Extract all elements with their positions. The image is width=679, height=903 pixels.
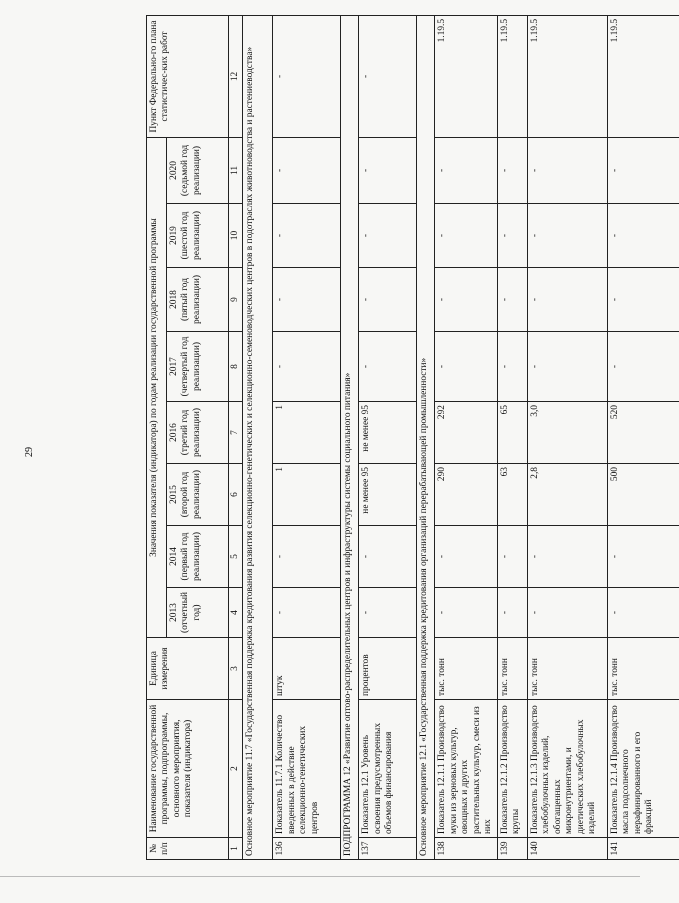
- value-2017: -: [359, 332, 417, 402]
- value-2013: -: [273, 588, 341, 638]
- unit-cell: тыс. тонн: [607, 638, 679, 700]
- unit-cell: тыс. тонн: [497, 638, 527, 700]
- colnum: 3: [229, 638, 243, 700]
- colnum: 1: [229, 838, 243, 860]
- header-no: № п/п: [147, 838, 229, 860]
- value-2014: -: [435, 526, 497, 588]
- header-year-2020: 2020 (седьмой год реализации): [167, 137, 229, 203]
- header-year-2019: 2019 (шестой год реализации): [167, 204, 229, 268]
- value-2013: -: [607, 588, 679, 638]
- value-2015: 2,8: [527, 464, 607, 526]
- rotated-table-wrapper: [146, 18, 655, 860]
- federal-plan-cell: 1.19.5: [435, 15, 497, 137]
- federal-plan-cell: 1.19.5: [497, 15, 527, 137]
- value-2018: -: [527, 268, 607, 332]
- colnum: 10: [229, 204, 243, 268]
- header-values-group: Значения показателя (индикатора) по годам реализации государственной программы: [147, 137, 167, 637]
- colnum: 9: [229, 268, 243, 332]
- colnum: 12: [229, 15, 243, 137]
- indicator-name: Показатель 11.7.1 Количество введенных в действие селекционно-генетических центров: [273, 700, 341, 838]
- colnum: 11: [229, 137, 243, 203]
- federal-plan-cell: 1.19.5: [527, 15, 607, 137]
- value-2020: -: [359, 137, 417, 203]
- value-2017: -: [497, 332, 527, 402]
- section-11-7: Основное мероприятие 11.7 «Государственная поддержка кредитования развития селекционно-генетических и селекционно-семеноводческих центров в подотраслях животноводства и растениеводства»: [243, 15, 273, 859]
- indicator-name: Показатель 12.1 Уровень освоения предусмотренных объемов финансирования: [359, 700, 417, 838]
- value-2019: -: [497, 204, 527, 268]
- header-year-2017: 2017 (четвертый год реализации): [167, 332, 229, 402]
- value-2016: 65: [497, 402, 527, 464]
- colnum: 2: [229, 700, 243, 838]
- federal-plan-cell: 1.19.5: [607, 15, 679, 137]
- colnum: 6: [229, 464, 243, 526]
- column-numbers-row: [229, 15, 243, 859]
- value-2018: -: [497, 268, 527, 332]
- value-2016: не менее 95: [359, 402, 417, 464]
- value-2019: -: [607, 204, 679, 268]
- value-2013: -: [527, 588, 607, 638]
- header-year-2016: 2016 (третий год реализации): [167, 402, 229, 464]
- indicator-name: Показатель 12.1.4 Производство масла подсолнечного нерафинированного и его фракций: [607, 700, 679, 838]
- row-number: 138: [435, 838, 497, 860]
- table-row: [497, 15, 527, 859]
- value-2013: -: [359, 588, 417, 638]
- header-year-2018: 2018 (пятый год реализации): [167, 268, 229, 332]
- unit-cell: тыс. тонн: [435, 638, 497, 700]
- value-2015: не менее 95: [359, 464, 417, 526]
- table-row: [435, 15, 497, 859]
- colnum: 7: [229, 402, 243, 464]
- section-12-1: Основное мероприятие 12.1 «Государственная поддержка кредитования организаций перерабатывающей промышленности»: [417, 15, 435, 859]
- value-2014: -: [273, 526, 341, 588]
- indicators-table: [146, 15, 679, 860]
- page-number: 29: [24, 447, 35, 457]
- value-2015: 1: [273, 464, 341, 526]
- value-2014: -: [359, 526, 417, 588]
- unit-cell: тыс. тонн: [527, 638, 607, 700]
- section-row: [341, 15, 359, 859]
- value-2013: -: [497, 588, 527, 638]
- row-number: 136: [273, 838, 341, 860]
- header-row-top: [147, 15, 167, 859]
- header-name: Наименование государственной программы, подпрограммы, основного мероприятия, показателя (индикатора): [147, 700, 229, 838]
- value-2015: 290: [435, 464, 497, 526]
- value-2019: -: [527, 204, 607, 268]
- unit-cell: штук: [273, 638, 341, 700]
- subprogram-12: ПОДПРОГРАММА 12 «Развитие оптово-распределительных центров и инфраструктуры системы социального питания»: [341, 15, 359, 859]
- value-2018: -: [607, 268, 679, 332]
- row-number: 137: [359, 838, 417, 860]
- value-2018: -: [435, 268, 497, 332]
- value-2015: 63: [497, 464, 527, 526]
- table-row: [273, 15, 341, 859]
- row-number: 141: [607, 838, 679, 860]
- value-2017: -: [273, 332, 341, 402]
- value-2019: -: [359, 204, 417, 268]
- value-2016: 520: [607, 402, 679, 464]
- value-2015: 500: [607, 464, 679, 526]
- value-2016: 3,0: [527, 402, 607, 464]
- value-2020: -: [435, 137, 497, 203]
- row-number: 140: [527, 838, 607, 860]
- value-2016: 1: [273, 402, 341, 464]
- table-row: [607, 15, 679, 859]
- value-2013: -: [435, 588, 497, 638]
- indicator-name: Показатель 12.1.1 Производство муки из зерновых культур, овощных и других растительных культур, смеси из них: [435, 700, 497, 838]
- header-year-2014: 2014 (первый год реализации): [167, 526, 229, 588]
- federal-plan-cell: -: [359, 15, 417, 137]
- colnum: 5: [229, 526, 243, 588]
- header-year-2015: 2015 (второй год реализации): [167, 464, 229, 526]
- value-2014: -: [607, 526, 679, 588]
- table-row: [359, 15, 417, 859]
- header-year-2013: 2013 (отчетный год): [167, 588, 229, 638]
- table-row: [527, 15, 607, 859]
- unit-cell: процентов: [359, 638, 417, 700]
- value-2020: -: [497, 137, 527, 203]
- scan-edge-line: [0, 876, 640, 877]
- value-2020: -: [527, 137, 607, 203]
- section-row: [243, 15, 273, 859]
- value-2017: -: [435, 332, 497, 402]
- value-2014: -: [527, 526, 607, 588]
- colnum: 8: [229, 332, 243, 402]
- value-2018: -: [359, 268, 417, 332]
- value-2014: -: [497, 526, 527, 588]
- value-2020: -: [607, 137, 679, 203]
- indicator-name: Показатель 12.1.3 Производство хлебобулочных изделий, обогащенных микронутриентами, и диетических хлебобулочных изделий: [527, 700, 607, 838]
- value-2019: -: [435, 204, 497, 268]
- row-number: 139: [497, 838, 527, 860]
- value-2016: 292: [435, 402, 497, 464]
- value-2017: -: [607, 332, 679, 402]
- indicator-name: Показатель 12.1.2 Производство крупы: [497, 700, 527, 838]
- colnum: 4: [229, 588, 243, 638]
- value-2018: -: [273, 268, 341, 332]
- value-2017: -: [527, 332, 607, 402]
- header-unit: Единица измерения: [147, 638, 229, 700]
- section-row: [417, 15, 435, 859]
- value-2020: -: [273, 137, 341, 203]
- header-federal-plan: Пункт Федерально-го плана статистичес-ких работ: [147, 15, 229, 137]
- federal-plan-cell: -: [273, 15, 341, 137]
- value-2019: -: [273, 204, 341, 268]
